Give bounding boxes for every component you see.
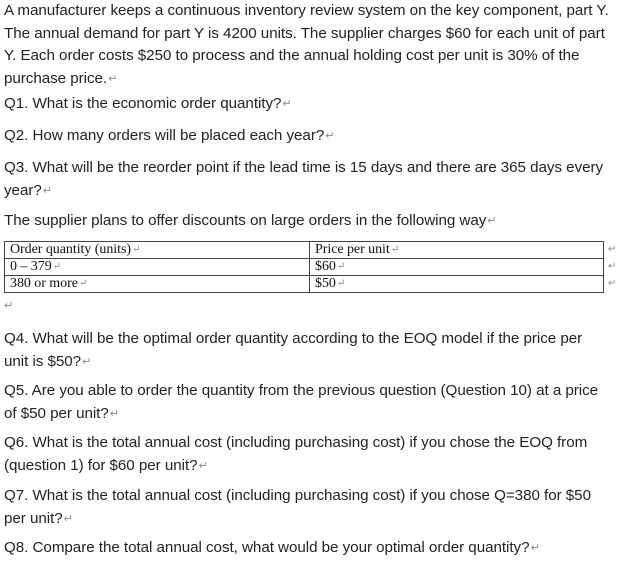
question-7-text: Q7. What is the total annual cost (including purchasing cost) if you chose Q=380 for $50 per unit? — [4, 487, 591, 527]
question-2 — [4, 125, 610, 148]
paragraph-mark-icon: ↵ — [52, 261, 61, 272]
question-8 — [4, 537, 610, 560]
problem-intro — [4, 0, 610, 90]
paragraph-mark-icon: ↵ — [390, 244, 400, 255]
table-row — [5, 259, 604, 276]
price-table — [4, 241, 604, 293]
row-end-mark-icon: ↵ — [608, 278, 617, 289]
question-5 — [4, 380, 610, 425]
paragraph-mark-icon: ↵ — [78, 278, 88, 289]
paragraph-mark-icon: ↵ — [82, 355, 92, 368]
question-6 — [4, 432, 610, 477]
question-4 — [4, 328, 610, 373]
question-3-text: Q3. What will be the reorder point if the lead time is 15 days and there are 365 days every year? — [4, 159, 604, 199]
discount-intro — [4, 210, 610, 233]
paragraph-mark-icon: ↵ — [108, 72, 118, 85]
question-2-text: Q2. How many orders will be placed each year? — [4, 127, 325, 144]
intro-text: A manufacturer keeps a continuous inventory review system on the key component, part Y. The annual demand for part Y is 4200 units. The supplier charges $60 for each unit of part Y. Each order costs $250 to process and the annual holding cost per unit is 30% of the purchase price. — [4, 2, 609, 87]
paragraph-mark-icon: ↵ — [336, 261, 346, 272]
discount-intro-text: The supplier plans to offer discounts on large orders in the following way — [4, 212, 487, 229]
table-header-cell: Price per unit↵ — [310, 242, 604, 259]
paragraph-mark-icon: ↵ — [198, 459, 208, 472]
paragraph-mark-icon: ↵ — [325, 130, 335, 142]
row-end-mark-icon: ↵ — [608, 261, 617, 272]
table-cell: $50↵ — [310, 276, 604, 293]
paragraph-mark-icon: ↵ — [336, 278, 346, 289]
table-header-row — [5, 242, 604, 259]
table-cell: 0 – 379↵ — [5, 259, 310, 276]
paragraph-mark-icon: ↵ — [4, 300, 14, 312]
table-cell: $60↵ — [310, 259, 604, 276]
question-7 — [4, 485, 610, 530]
question-6-text: Q6. What is the total annual cost (including purchasing cost) if you chose the EOQ from (question 1) for $60 per unit? — [4, 434, 588, 474]
table-row — [5, 276, 604, 293]
paragraph-mark-icon: ↵ — [109, 407, 119, 420]
paragraph-mark-icon: ↵ — [487, 215, 497, 227]
question-3 — [4, 157, 610, 202]
question-1-text: Q1. What is the economic order quantity? — [4, 95, 282, 112]
question-5-text: Q5. Are you able to order the quantity from the previous question (Question 10) at a price of $50 per unit? — [4, 382, 599, 422]
question-8-text: Q8. Compare the total annual cost, what would be your optimal order quantity? — [4, 539, 530, 556]
row-end-mark-icon: ↵ — [608, 244, 617, 255]
paragraph-mark-icon: ↵ — [42, 184, 52, 197]
table-cell: 380 or more↵ — [5, 276, 310, 293]
paragraph-mark-icon: ↵ — [530, 542, 540, 554]
paragraph-mark-icon: ↵ — [282, 98, 292, 110]
question-1 — [4, 93, 610, 116]
table-header-cell: Order quantity (units)↵ — [5, 242, 310, 259]
question-4-text: Q4. What will be the optimal order quantity according to the EOQ model if the price per unit is $50? — [4, 330, 583, 370]
paragraph-mark-icon: ↵ — [63, 512, 73, 525]
paragraph-mark-icon: ↵ — [131, 244, 141, 255]
